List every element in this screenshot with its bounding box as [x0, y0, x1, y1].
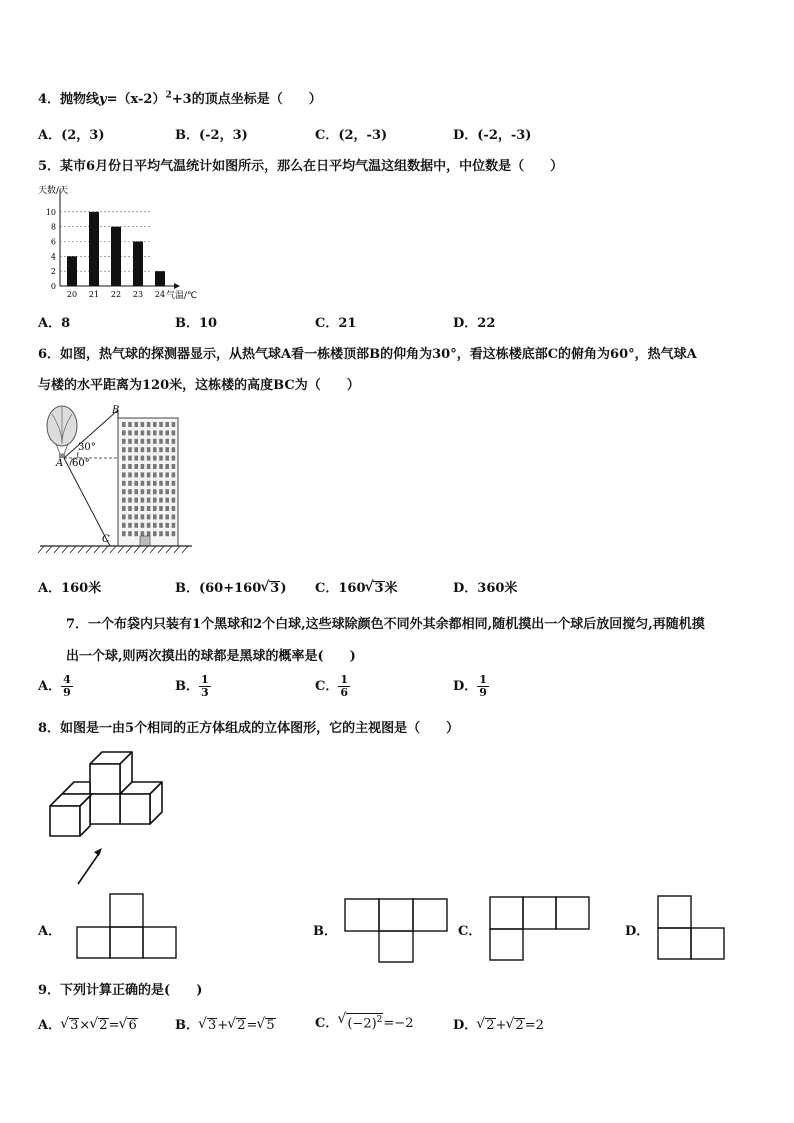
- q5-option-b[interactable]: B．10: [175, 316, 218, 331]
- q7-option-c-frac: $\frac{1}{6}$: [340, 673, 349, 699]
- chart-bar-23: [133, 242, 143, 287]
- q9-a-op: ×: [79, 1018, 91, 1033]
- q9-b-sqrt2: √ 2: [228, 1018, 246, 1033]
- q4-eq-tail: +3: [171, 92, 192, 107]
- q6-option-c[interactable]: [315, 577, 398, 596]
- q9-a-sqrt2: √ 2: [90, 1018, 108, 1033]
- q9-option-c[interactable]: [315, 1012, 413, 1031]
- chart-ytick-label: 2: [50, 267, 56, 277]
- chart-ytick-label: 8: [50, 222, 56, 232]
- chart-ytick-label: 0: [50, 282, 56, 291]
- q4-option-c[interactable]: C．(2，-3): [315, 128, 388, 143]
- q6-label-b: B: [112, 405, 120, 416]
- q9-option-d[interactable]: [453, 1014, 544, 1033]
- q7-option-d-frac: $\frac{1}{9}$: [479, 673, 487, 699]
- q9-d-op: +: [495, 1018, 507, 1033]
- q8-stem: 8．如图是一由5个相同的正方体组成的立体图形，它的主视图是（ ）: [38, 721, 460, 736]
- chart-bar-22: [111, 227, 121, 286]
- q4-eq-exp: 2: [165, 90, 172, 101]
- q7-option-c-label: C．: [315, 679, 339, 694]
- q9-option-d-label: D．: [453, 1018, 478, 1033]
- q7-stem-line1: 7．一个布袋内只装有1个黑球和2个白球,这些球除颜色不同外其余都相同,随机摸出一个球后放回搅匀,再随机摸: [66, 617, 705, 632]
- q6-label-c: C: [102, 534, 110, 545]
- chart-ytick-label: 4: [50, 252, 56, 262]
- q9-d-eq: =2: [524, 1018, 544, 1033]
- q8-option-a[interactable]: A．: [38, 924, 62, 939]
- q6-angle-60: 60°: [72, 458, 90, 469]
- building-icon: [118, 418, 178, 546]
- q9-d-sqrt1: √ 2: [477, 1018, 495, 1033]
- q8-option-b[interactable]: B．: [313, 924, 337, 939]
- q8-option-d-figure[interactable]: [657, 894, 767, 964]
- view-arrow-icon: [94, 848, 102, 856]
- chart-ylabel: 天数/天: [38, 186, 69, 196]
- q9-b-op: +: [217, 1018, 229, 1033]
- chart-xtick-label: 21: [88, 290, 100, 299]
- chart-x-arrow: [174, 283, 180, 289]
- q6-option-b[interactable]: [175, 577, 286, 596]
- q6-balloon-figure: [36, 400, 206, 560]
- chart-bar-21: [89, 212, 99, 286]
- chart-bar-24: [155, 271, 165, 286]
- chart-bar-20: [67, 256, 77, 286]
- q6-angle-30: 30°: [78, 442, 96, 453]
- q8-option-d[interactable]: D．: [625, 924, 650, 939]
- q4-option-d[interactable]: D．(-2，-3): [453, 128, 532, 143]
- q7-option-b-frac: $\frac{1}{3}$: [201, 673, 209, 699]
- q8-option-b-figure[interactable]: [344, 897, 454, 967]
- chart-xlabel: 气温/℃: [166, 291, 198, 301]
- q7-option-c[interactable]: [315, 674, 350, 699]
- chart-ytick-label: 6: [50, 237, 56, 247]
- q4-eq-mid: （x-2）: [117, 92, 166, 107]
- q6-option-c-prefix: C．160: [315, 581, 366, 596]
- q5-option-a[interactable]: A．8: [38, 316, 71, 331]
- q7-option-a-label: A．: [38, 679, 62, 694]
- q9-option-a[interactable]: [38, 1014, 138, 1033]
- q5-option-c[interactable]: C．21: [315, 316, 357, 331]
- q9-option-a-label: A．: [38, 1018, 62, 1033]
- q6-option-c-sqrt: √ 3: [365, 581, 384, 596]
- q4-option-a[interactable]: A．(2，3): [38, 128, 105, 143]
- q4-option-b[interactable]: B．(-2，3): [175, 128, 248, 143]
- q9-c-eq: =−2: [383, 1016, 414, 1031]
- q9-d-sqrt2: √ 2: [506, 1018, 524, 1033]
- q5-stem: 5．某市6月份日平均气温统计如图所示，那么在日平均气温这组数据中，中位数是（ ）: [38, 159, 564, 174]
- q9-c-sqrt: √ $(-2)^2$: [338, 1013, 383, 1031]
- q4-stem: [38, 88, 322, 107]
- q9-stem: 9．下列计算正确的是( ): [38, 983, 203, 998]
- q7-option-b-label: B．: [175, 679, 199, 694]
- q6-stem-line1: 6．如图，热气球的探测器显示，从热气球A看一栋楼顶部B的仰角为30°，看这栋楼底部C的俯角为60°，热气球A: [38, 347, 697, 362]
- q4-stem-suffix: 的顶点坐标是（ ）: [191, 92, 322, 107]
- q6-option-b-suffix: ): [280, 581, 287, 596]
- q6-stem-line2: 与楼的水平距离为120米，这栋楼的高度BC为（ ）: [38, 378, 360, 393]
- q7-option-a-frac: $\frac{4}{9}$: [63, 673, 71, 699]
- q6-option-b-sqrt: √ 3: [261, 581, 280, 596]
- chart-xtick-label: 24: [154, 290, 166, 299]
- chart-xtick-label: 20: [66, 290, 78, 299]
- q9-option-b[interactable]: [175, 1014, 276, 1033]
- q9-a-eq: =: [108, 1018, 120, 1033]
- q9-b-eq: =: [246, 1018, 258, 1033]
- q5-option-d[interactable]: D．22: [453, 316, 496, 331]
- q9-b-sqrt3: √ 5: [257, 1018, 275, 1033]
- chart-xtick-label: 22: [110, 290, 122, 299]
- q9-option-b-label: B．: [175, 1018, 199, 1033]
- q7-option-a[interactable]: [38, 674, 73, 699]
- q4-eq-y: y=: [99, 92, 118, 107]
- q6-option-d[interactable]: D．360米: [453, 581, 518, 596]
- temperature-bar-chart: [36, 183, 206, 303]
- chart-xtick-label: 23: [132, 290, 144, 299]
- q8-cube-figure: [44, 748, 174, 888]
- q7-option-d[interactable]: [453, 674, 489, 699]
- q9-b-sqrt1: √ 3: [199, 1018, 217, 1033]
- chart-ytick-label: 10: [45, 207, 56, 217]
- q9-a-sqrt1: √ 3: [61, 1018, 79, 1033]
- q7-option-d-label: D．: [453, 679, 478, 694]
- q6-option-a[interactable]: A．160米: [38, 581, 102, 596]
- q8-option-c-figure[interactable]: [489, 895, 599, 965]
- q7-stem-line2: 出一个球,则两次摸出的球都是黑球的概率是( ): [66, 649, 356, 664]
- q8-option-a-figure[interactable]: [76, 892, 186, 962]
- q7-option-b[interactable]: [175, 674, 211, 699]
- q6-option-b-prefix: B．(60+160: [175, 581, 262, 596]
- q9-a-sqrt3: √ 6: [119, 1018, 137, 1033]
- q6-option-c-suffix: 米: [384, 581, 398, 596]
- q4-stem-prefix: 4．抛物线: [38, 92, 100, 107]
- q9-option-c-label: C．: [315, 1016, 339, 1031]
- q6-label-a: A: [56, 458, 64, 469]
- q8-option-c[interactable]: C．: [458, 924, 482, 939]
